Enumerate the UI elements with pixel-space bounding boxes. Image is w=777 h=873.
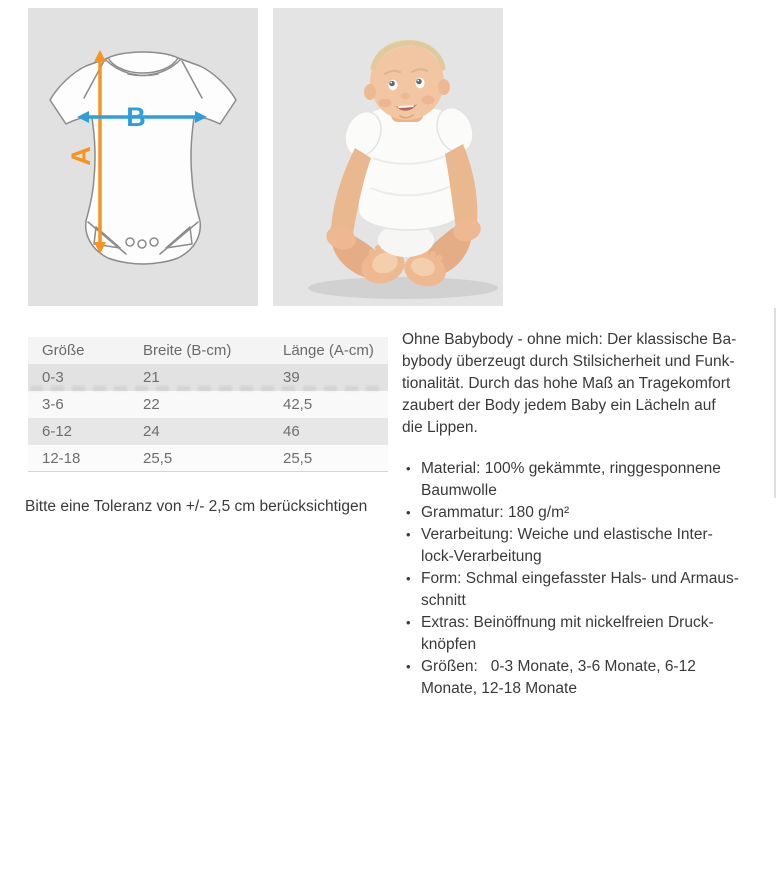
feature-line: Größen: 0-3 Monate, 3-6 Monate, 6-12 [421,658,696,675]
description-line: bybody überzeugt durch Stilsicherheit und Funk- [402,353,735,370]
feature-line: knöpfen [421,636,477,653]
feature-item-grammatur [402,502,768,524]
cell-size: 12-18 [42,449,81,467]
cell-width: 24 [143,423,160,440]
baby-photo-panel [273,8,503,306]
product-description [402,329,768,439]
col-header-size: Größe [42,342,85,359]
bullet-icon: • [406,461,411,476]
feature-line: Material: 100% gekämmte, ringgesponnene [421,460,721,477]
cell-length: 25,5 [283,449,313,467]
feature-item-form [402,568,768,612]
size-table [28,337,388,472]
feature-item-verarbeitung [402,524,768,568]
cell-width: 22 [143,396,160,413]
feature-item-extras [402,612,768,656]
feature-line: Grammatur: 180 g/m² [421,504,570,521]
col-header-width: Breite (B-cm) [143,342,232,359]
cell-size: 0-3 [42,369,64,386]
cell-width: 21 [143,369,160,386]
size-table-header-row [28,337,388,364]
col-header-length: Länge (A-cm) [283,342,374,359]
label-b: B [126,102,146,132]
description-line: die Lippen. [402,419,478,436]
baby-photo [273,8,503,306]
table-row [28,391,388,418]
product-details [402,329,768,700]
size-diagram-panel [28,8,258,306]
table-render-artifact [30,386,384,391]
tolerance-note: Bitte eine Toleranz von +/- 2,5 cm berücksichtigen [25,498,368,515]
description-line: zaubert der Body jedem Baby ein Lächeln auf [402,397,716,414]
description-line: tionalität. Durch das hohe Maß an Tragekomfort [402,375,731,392]
feature-line: schnitt [421,592,466,609]
bullet-icon: • [406,527,411,542]
bullet-icon: • [406,505,411,520]
scrollbar-fragment [774,308,776,498]
table-row [28,418,388,445]
feature-line: lock-Verarbeitung [421,548,542,565]
feature-line: Extras: Beinöffnung mit nickelfreien Druck- [421,614,714,631]
feature-list [402,458,768,700]
cell-size: 6-12 [42,423,73,440]
table-row [28,445,388,472]
cell-size: 3-6 [42,396,64,413]
feature-item-groessen [402,656,768,700]
feature-line: Baumwolle [421,482,497,499]
feature-line: Form: Schmal eingefasster Hals- und Armaus- [421,570,739,587]
cell-width: 25,5 [143,449,173,467]
label-a: A [66,146,96,166]
feature-line: Monate, 12-18 Monate [421,680,577,697]
feature-line: Verarbeitung: Weiche und elastische Inter- [421,526,713,543]
bullet-icon: • [406,571,411,586]
bullet-icon: • [406,659,411,674]
cell-length: 39 [283,369,300,386]
cell-length: 42,5 [283,396,313,413]
bodysuit-measure-diagram [28,8,258,306]
bullet-icon: • [406,615,411,630]
description-line: Ohne Babybody - ohne mich: Der klassische Ba- [402,331,737,348]
feature-item-material [402,458,768,502]
cell-length: 46 [283,423,300,440]
